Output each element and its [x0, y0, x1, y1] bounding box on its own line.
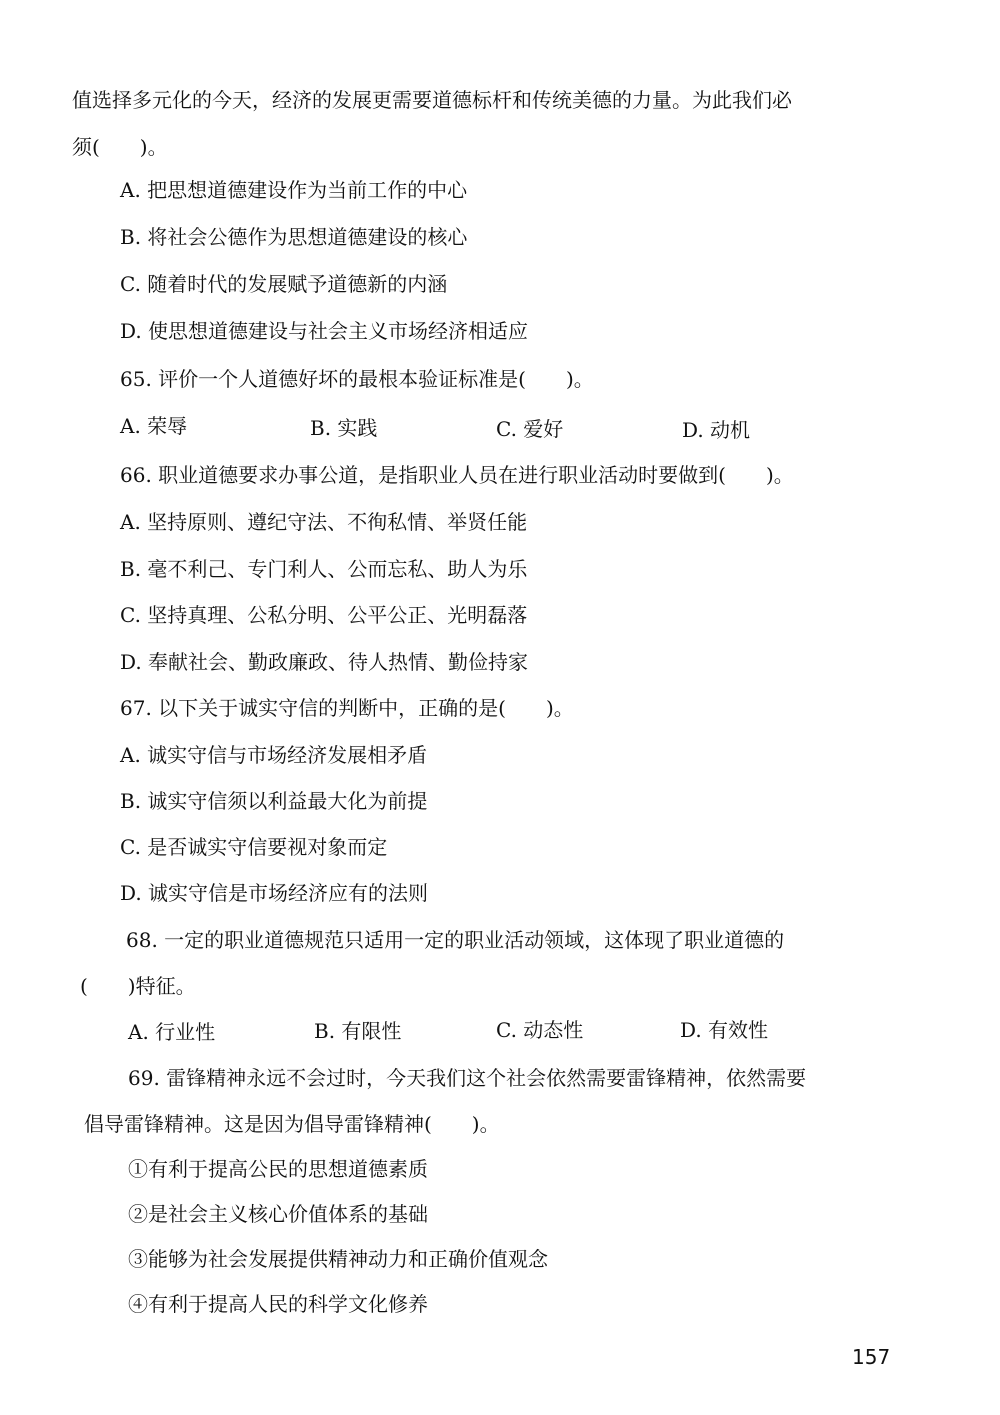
question-65-stem: 65. 评价一个人道德好坏的最根本验证标准是( )。: [120, 367, 594, 391]
question-69-stem-line-1: 69. 雷锋精神永远不会过时，今天我们这个社会依然需要雷锋精神，依然需要: [128, 1066, 807, 1090]
question-64-option-a: A. 把思想道德建设作为当前工作的中心: [120, 178, 468, 202]
question-66-option-d: D. 奉献社会、勤政廉政、待人热情、勤俭持家: [120, 650, 529, 674]
question-68-stem-line-2: ( )特征。: [80, 974, 196, 998]
question-66-option-c: C. 坚持真理、公私分明、公平公正、光明磊落: [120, 603, 528, 627]
question-66-option-b: B. 毫不利己、专门利人、公而忘私、助人为乐: [120, 557, 528, 581]
question-68-stem-line-1: 68. 一定的职业道德规范只适用一定的职业活动领域，这体现了职业道德的: [126, 928, 785, 952]
question-64-stem-line-1: 值选择多元化的今天，经济的发展更需要道德标杆和传统美德的力量。为此我们必: [72, 88, 792, 112]
question-67-option-a: A. 诚实守信与市场经济发展相矛盾: [120, 743, 428, 767]
question-65-option-b: B. 实践: [310, 416, 378, 440]
question-64-option-c: C. 随着时代的发展赋予道德新的内涵: [120, 272, 448, 296]
question-64-option-b: B. 将社会公德作为思想道德建设的核心: [120, 225, 468, 249]
question-67-stem: 67. 以下关于诚实守信的判断中，正确的是( )。: [120, 696, 574, 720]
question-68-option-b: B. 有限性: [314, 1019, 402, 1043]
question-66-option-a: A. 坚持原则、遵纪守法、不徇私情、举贤任能: [120, 510, 528, 534]
question-67-option-b: B. 诚实守信须以利益最大化为前提: [120, 789, 428, 813]
question-68-option-a: A. 行业性: [128, 1020, 216, 1044]
question-65-option-d: D. 动机: [682, 418, 751, 442]
question-69-item-4: ④有利于提高人民的科学文化修养: [128, 1292, 428, 1316]
question-64-stem-line-2: 须( )。: [72, 135, 168, 159]
question-66-stem: 66. 职业道德要求办事公道，是指职业人员在进行职业活动时要做到( )。: [120, 463, 794, 487]
question-68-option-d: D. 有效性: [680, 1018, 769, 1042]
question-64-option-d: D. 使思想道德建设与社会主义市场经济相适应: [120, 319, 529, 343]
question-69-item-2: ②是社会主义核心价值体系的基础: [128, 1202, 428, 1226]
question-65-option-c: C. 爱好: [496, 417, 564, 441]
question-68-option-c: C. 动态性: [496, 1018, 584, 1042]
question-65-option-a: A. 荣辱: [120, 414, 188, 438]
question-69-item-3: ③能够为社会发展提供精神动力和正确价值观念: [128, 1247, 548, 1271]
question-67-option-d: D. 诚实守信是市场经济应有的法则: [120, 881, 429, 905]
question-67-option-c: C. 是否诚实守信要视对象而定: [120, 835, 388, 859]
question-69-item-1: ①有利于提高公民的思想道德素质: [128, 1157, 428, 1181]
question-69-stem-line-2: 倡导雷锋精神。这是因为倡导雷锋精神( )。: [84, 1112, 500, 1136]
page-number: 157: [852, 1345, 891, 1369]
